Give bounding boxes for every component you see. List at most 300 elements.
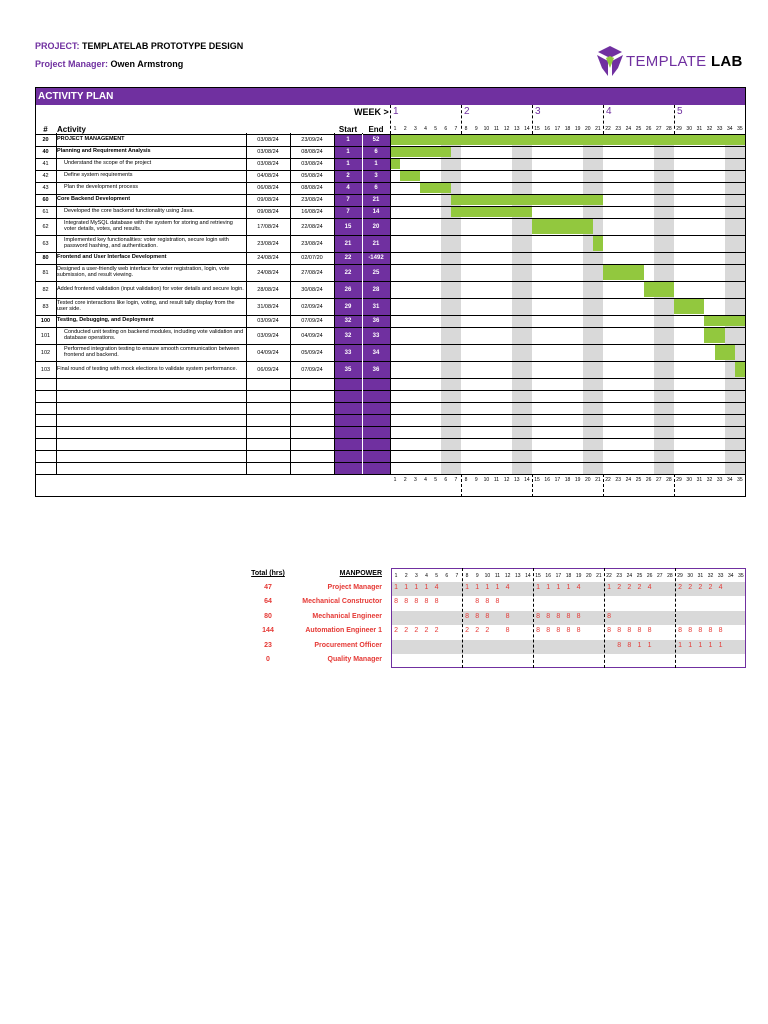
start-day: 1 — [346, 149, 350, 155]
weekend-shade — [451, 134, 461, 474]
manpower-cell: 2 — [637, 584, 642, 591]
start-date: 31/08/24 — [257, 303, 279, 310]
logo-text-b: LAB — [710, 52, 743, 70]
start-day: 4 — [346, 185, 350, 191]
day-number: 24 — [625, 477, 632, 483]
end-day: 28 — [372, 286, 380, 293]
manpower-day-number: 30 — [687, 573, 693, 579]
manpower-cell: 1 — [678, 641, 683, 649]
activity-name: Testing, Debugging, and Deployment — [57, 317, 154, 324]
day-number: 18 — [564, 126, 571, 132]
day-number: 8 — [464, 126, 468, 132]
day-number: 29 — [676, 477, 682, 483]
day-number: 13 — [513, 477, 520, 483]
manpower-day-number: 29 — [677, 573, 683, 579]
manpower-cell: 8 — [566, 612, 571, 620]
activity-name: Final round of testing with mock elections to validate system performance. — [57, 365, 238, 372]
manpower-day-number: 9 — [475, 573, 479, 579]
gantt-bar — [420, 183, 450, 193]
manpower-cell: 8 — [698, 627, 703, 635]
manpower-cell: 1 — [394, 584, 399, 591]
manpower-cell: 1 — [698, 641, 703, 649]
day-number: 1 — [393, 126, 397, 132]
manpower-day-number: 16 — [545, 573, 551, 579]
manpower-day-number: 25 — [636, 573, 643, 579]
manpower-day-number: 33 — [717, 573, 724, 579]
manager-name: Owen Armstrong — [110, 59, 184, 69]
day-number: 28 — [666, 126, 672, 132]
start-day: 7 — [346, 197, 350, 203]
manpower-cell: 2 — [404, 627, 409, 635]
day-number: 9 — [474, 126, 478, 132]
gantt-bar — [593, 236, 603, 251]
day-number: 2 — [403, 126, 407, 132]
start-date: 03/08/24 — [257, 149, 279, 155]
manager-line — [35, 59, 183, 69]
manpower-cell: 8 — [607, 627, 612, 635]
start-date: 24/08/24 — [257, 255, 279, 261]
start-end-divider — [362, 134, 363, 474]
row-number: 101 — [40, 332, 51, 339]
start-day: 22 — [344, 269, 352, 276]
end-date: 05/08/24 — [301, 173, 323, 179]
row-number: 82 — [42, 286, 49, 293]
manpower-week-divider — [604, 568, 605, 668]
manpower-cell: 8 — [576, 627, 581, 635]
manpower-cell: 1 — [536, 584, 541, 591]
week-divider — [532, 474, 533, 497]
manpower-day-number: 1 — [394, 573, 398, 579]
manpower-cell: 2 — [414, 627, 419, 635]
manpower-day-number: 13 — [514, 573, 521, 579]
start-date: 09/08/24 — [257, 197, 279, 203]
activity-name: Performed integration testing to ensure smooth communication between frontend and backend. — [64, 345, 240, 358]
manpower-day-number: 18 — [565, 573, 572, 579]
column-header-start: Start — [338, 125, 358, 134]
manpower-day-number: 20 — [585, 573, 592, 579]
day-number: 1 — [393, 477, 397, 483]
manpower-day-number: 4 — [425, 573, 428, 579]
manpower-total: 64 — [264, 598, 272, 606]
manpower-day-number: 8 — [465, 573, 469, 579]
gantt-bar — [390, 135, 745, 145]
week-label: WEEK > — [354, 107, 389, 117]
day-number: 25 — [635, 477, 642, 483]
manpower-day-number: 34 — [727, 573, 734, 579]
day-number: 20 — [584, 477, 591, 483]
activity-name: Conducted unit testing on backend modules, including vote validation and database operations. — [64, 328, 244, 341]
manpower-day-number: 28 — [667, 573, 673, 579]
column-header-activity: Activity — [57, 125, 86, 134]
end-day: 1 — [374, 161, 378, 167]
day-number: 11 — [493, 477, 500, 483]
manpower-cell: 8 — [485, 598, 490, 606]
column-line — [334, 133, 335, 474]
manpower-day-number: 10 — [484, 573, 491, 579]
manpower-week-divider — [462, 568, 463, 668]
start-day: 15 — [344, 223, 352, 230]
week-divider — [461, 474, 462, 497]
day-number: 27 — [655, 477, 662, 483]
end-date: 08/08/24 — [301, 149, 323, 155]
start-day: 32 — [344, 318, 352, 324]
manpower-cell: 8 — [424, 598, 429, 606]
manpower-cell: 8 — [414, 598, 419, 606]
column-line — [246, 133, 247, 474]
activity-name: Added frontend validation (input validation) for voter details and secure login. — [57, 285, 244, 292]
end-day: 6 — [374, 149, 378, 155]
start-day: 22 — [344, 255, 352, 261]
day-number: 6 — [444, 477, 448, 483]
activity-name: Integrated MySQL database with the system for storing and retrieving voter details, votes, and results. — [64, 219, 233, 232]
manpower-cell: 8 — [546, 612, 551, 620]
day-number: 26 — [645, 126, 652, 132]
row-number: 62 — [42, 223, 49, 230]
manpower-cell: 2 — [434, 627, 439, 635]
end-day: 21 — [372, 240, 380, 247]
start-day: 21 — [344, 240, 352, 247]
start-date: 03/08/24 — [257, 161, 279, 167]
day-number: 15 — [534, 477, 540, 483]
manpower-cell: 4 — [434, 584, 439, 591]
weekend-shade — [725, 134, 735, 474]
manpower-cell: 1 — [637, 641, 642, 649]
gantt-bar — [603, 265, 644, 280]
manpower-cell: 4 — [718, 584, 723, 591]
manpower-role: Procurement Officer — [314, 641, 382, 649]
manpower-cell: 1 — [647, 641, 652, 649]
manpower-cell: 8 — [536, 612, 541, 620]
row-number: 63 — [42, 240, 49, 247]
manpower-total: 144 — [262, 627, 274, 635]
column-header-num: # — [43, 125, 48, 134]
day-number: 7 — [454, 477, 458, 483]
row-number: 61 — [42, 209, 49, 215]
manpower-day-number: 7 — [455, 573, 459, 579]
gantt-bar — [704, 316, 745, 326]
row-number: 100 — [40, 318, 51, 324]
manpower-day-number: 12 — [504, 573, 511, 579]
activity-name: Designed a user-friendly web interface for voter registration, login, vote submission, and result viewing. — [57, 265, 230, 278]
gantt-bar — [704, 328, 724, 343]
end-date: 30/08/24 — [301, 286, 323, 293]
day-number: 4 — [424, 477, 427, 483]
row-number: 80 — [42, 255, 49, 261]
start-day: 35 — [344, 366, 352, 373]
manpower-day-number: 21 — [596, 573, 602, 579]
week-divider — [603, 474, 604, 497]
manpower-day-number: 24 — [626, 573, 633, 579]
row-number: 40 — [42, 149, 49, 155]
day-number: 33 — [716, 126, 723, 132]
end-day: 31 — [372, 303, 380, 310]
day-number: 23 — [615, 126, 621, 132]
activity-plan-content — [35, 87, 746, 497]
gantt-bar — [715, 345, 735, 360]
day-number: 10 — [483, 477, 490, 483]
start-day: 1 — [346, 161, 350, 167]
manpower-cell: 8 — [465, 612, 470, 620]
weekend-shade — [512, 134, 522, 474]
end-day: 36 — [372, 366, 380, 373]
manpower-day-number: 3 — [414, 573, 418, 579]
manpower-day-number: 27 — [656, 573, 663, 579]
templatelab-logo-icon — [596, 44, 624, 78]
day-number: 30 — [686, 477, 692, 483]
manpower-total: 0 — [266, 656, 270, 663]
manpower-cell: 8 — [556, 627, 561, 635]
day-number: 27 — [655, 126, 662, 132]
manpower-cell: 2 — [485, 627, 490, 635]
manpower-total: 80 — [264, 612, 272, 620]
start-date: 28/08/24 — [257, 286, 279, 293]
weekend-shade — [593, 134, 603, 474]
day-number: 3 — [413, 126, 417, 132]
day-number: 17 — [554, 477, 561, 483]
end-date: 16/08/24 — [301, 209, 323, 215]
day-number: 18 — [564, 477, 571, 483]
manpower-cell: 1 — [465, 584, 470, 591]
end-date: 02/07/20 — [301, 255, 323, 261]
end-day: 14 — [372, 209, 380, 215]
manpower-day-number: 11 — [494, 573, 501, 579]
start-day: 1 — [346, 137, 350, 143]
day-number: 20 — [584, 126, 591, 132]
manpower-cell: 1 — [688, 641, 693, 649]
manpower-day-number: 6 — [445, 573, 449, 579]
manpower-cell: 8 — [708, 627, 713, 635]
day-number: 21 — [595, 126, 601, 132]
day-number: 12 — [503, 126, 510, 132]
manpower-cell: 8 — [536, 627, 541, 635]
manpower-header: MANPOWER — [339, 570, 382, 577]
end-day: 34 — [372, 349, 380, 356]
day-number: 24 — [625, 126, 632, 132]
manpower-total: 47 — [264, 584, 272, 591]
start-day: 33 — [344, 349, 352, 356]
day-number: 22 — [605, 477, 611, 483]
manpower-cell: 2 — [394, 627, 399, 635]
weekend-shade — [583, 134, 593, 474]
manpower-cell: 1 — [566, 584, 571, 591]
manpower-day-number: 15 — [535, 573, 541, 579]
project-line — [35, 41, 243, 51]
weekend-shade — [664, 134, 674, 474]
manpower-cell: 2 — [617, 584, 622, 591]
week-divider — [674, 474, 675, 497]
day-number: 2 — [403, 477, 407, 483]
day-number: 16 — [544, 477, 550, 483]
activity-name: Tested core interactions like login, voting, and result tally display from the user side. — [57, 299, 235, 312]
manpower-cell: 1 — [475, 584, 480, 591]
end-date: 23/08/24 — [301, 197, 323, 203]
start-date: 23/08/24 — [257, 240, 279, 247]
document-header — [0, 0, 768, 86]
manpower-cell: 2 — [424, 627, 429, 635]
end-day: 21 — [372, 197, 380, 203]
row-number: 41 — [42, 161, 49, 167]
manpower-cell: 2 — [708, 584, 713, 591]
day-number: 6 — [444, 126, 448, 132]
activity-plan-table — [35, 87, 746, 497]
manpower-day-number: 31 — [697, 573, 704, 579]
gantt-bar — [532, 219, 593, 234]
manpower-day-number: 5 — [435, 573, 439, 579]
activity-name: Frontend and User Interface Development — [57, 254, 167, 261]
start-date: 06/09/24 — [257, 366, 279, 373]
end-date: 27/08/24 — [301, 269, 323, 276]
day-number: 8 — [464, 477, 468, 483]
manpower-cell: 8 — [495, 598, 500, 606]
start-date: 24/08/24 — [257, 269, 279, 276]
column-header-end: End — [368, 125, 384, 134]
manpower-cell: 1 — [485, 584, 490, 591]
manpower-cell: 1 — [546, 584, 551, 591]
manpower-cell: 8 — [576, 612, 581, 620]
manpower-total: 23 — [264, 641, 272, 649]
manpower-cell: 8 — [718, 627, 723, 635]
day-number: 25 — [635, 126, 642, 132]
manpower-cell: 8 — [546, 627, 551, 635]
end-day: -1492 — [368, 255, 384, 261]
row-number: 20 — [42, 137, 49, 143]
activity-name: Plan the development process — [64, 184, 138, 191]
day-number: 14 — [524, 126, 530, 132]
activity-name: Developed the core backend functionality using Java. — [64, 208, 194, 215]
manpower-cell: 8 — [678, 627, 683, 635]
day-number: 17 — [554, 126, 561, 132]
end-date: 03/08/24 — [301, 161, 323, 167]
manpower-day-number: 32 — [707, 573, 714, 579]
start-date: 06/08/24 — [257, 185, 279, 191]
manpower-cell: 8 — [647, 627, 652, 635]
day-number: 31 — [696, 477, 703, 483]
day-number: 5 — [434, 477, 438, 483]
manpower-cell: 1 — [424, 584, 429, 591]
manpower-cell: 2 — [678, 584, 683, 591]
row-number: 102 — [40, 349, 51, 356]
manpower-cell: 4 — [647, 584, 652, 591]
end-date: 23/09/24 — [301, 137, 323, 143]
end-date: 08/08/24 — [301, 185, 323, 191]
start-date: 17/08/24 — [257, 223, 279, 230]
day-number: 31 — [696, 126, 703, 132]
manpower-cell: 1 — [404, 584, 409, 591]
logo-text-a: TEMPLATE — [626, 52, 707, 70]
activity-name: Implemented key functionalities: voter registration, secure login with password hashing, and authentication. — [64, 236, 229, 249]
manpower-cell: 8 — [607, 612, 612, 620]
manpower-cell: 8 — [556, 612, 561, 620]
day-number: 21 — [595, 477, 601, 483]
weekend-shade — [735, 134, 745, 474]
manpower-role: Mechanical Engineer — [312, 612, 382, 620]
row-number: 103 — [40, 366, 51, 373]
day-number: 3 — [413, 477, 417, 483]
day-number: 34 — [726, 126, 733, 132]
start-day: 7 — [346, 209, 350, 215]
row-line — [35, 474, 745, 475]
manpower-day-number: 2 — [404, 573, 408, 579]
start-date: 03/08/24 — [257, 137, 279, 143]
column-line — [290, 133, 291, 474]
end-date: 07/09/24 — [301, 318, 323, 324]
start-date: 04/09/24 — [257, 349, 279, 356]
gantt-bar — [644, 282, 674, 297]
day-number: 28 — [666, 477, 672, 483]
gantt-bar — [390, 159, 400, 169]
gantt-bar — [451, 207, 532, 217]
manpower-cell: 4 — [505, 584, 510, 591]
day-number: 19 — [574, 126, 581, 132]
manpower-cell: 8 — [475, 598, 480, 606]
manpower-cell: 1 — [414, 584, 419, 591]
day-number: 12 — [503, 477, 510, 483]
manpower-cell: 8 — [434, 598, 439, 606]
gantt-bar — [451, 195, 603, 205]
row-number: 81 — [42, 269, 49, 276]
day-number: 16 — [544, 126, 550, 132]
start-day: 32 — [344, 332, 352, 339]
manpower-cell: 1 — [607, 584, 612, 591]
end-date: 05/09/24 — [301, 349, 323, 356]
day-number: 32 — [706, 126, 713, 132]
start-date: 04/08/24 — [257, 173, 279, 179]
activity-name: Understand the scope of the project — [64, 160, 152, 167]
day-number: 23 — [615, 477, 621, 483]
manpower-day-number: 23 — [616, 573, 622, 579]
day-number: 30 — [686, 126, 692, 132]
row-number: 60 — [42, 197, 49, 203]
week-number: 1 — [393, 106, 399, 117]
end-day: 33 — [372, 332, 380, 339]
start-day: 26 — [344, 286, 352, 293]
logo-text — [626, 53, 743, 70]
day-number: 14 — [524, 477, 530, 483]
column-line — [390, 133, 391, 474]
row-number: 43 — [42, 185, 49, 191]
activity-name: Planning and Requirement Analysis — [57, 148, 151, 155]
manpower-cell: 8 — [627, 627, 632, 635]
week-number: 5 — [677, 106, 683, 117]
manpower-cell: 8 — [505, 612, 510, 620]
day-number: 26 — [645, 477, 652, 483]
manpower-cell: 1 — [556, 584, 561, 591]
manpower-cell: 1 — [495, 584, 500, 591]
end-day: 52 — [372, 137, 380, 143]
templatelab-logo — [596, 44, 743, 78]
end-day: 25 — [372, 269, 380, 276]
manpower-cell: 1 — [718, 641, 723, 649]
day-number: 13 — [513, 126, 520, 132]
manpower-cell: 4 — [576, 584, 581, 591]
manpower-day-number: 17 — [555, 573, 562, 579]
day-number: 22 — [605, 126, 611, 132]
day-number: 5 — [434, 126, 438, 132]
manpower-day-number: 22 — [606, 573, 612, 579]
manpower-cell: 8 — [475, 612, 480, 620]
day-number: 9 — [474, 477, 478, 483]
column-line — [56, 133, 57, 474]
manpower-day-number: 26 — [646, 573, 653, 579]
manpower-cell: 2 — [698, 584, 703, 591]
week-number: 2 — [464, 106, 470, 117]
manpower-role: Quality Manager — [327, 656, 382, 663]
activity-name: Core Backend Development — [57, 196, 131, 203]
end-date: 02/09/24 — [301, 303, 323, 310]
row-number: 83 — [42, 303, 49, 310]
day-number: 35 — [737, 126, 743, 132]
manpower-cell: 1 — [708, 641, 713, 649]
